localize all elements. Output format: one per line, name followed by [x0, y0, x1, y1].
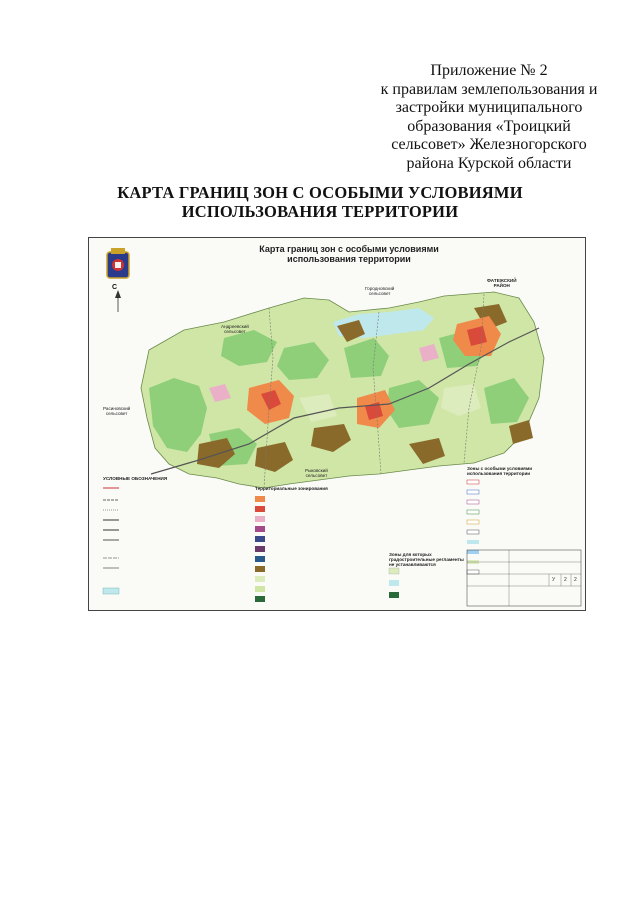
neighbor-label-rasinovsky: Расиновский сельсовет: [103, 406, 131, 417]
legend-title-zones: Зоны для которых градостроительные регламенты не устанавливаются: [389, 552, 464, 567]
neighbor-label-rykovsky: Рыковский сельсовет: [305, 468, 328, 479]
page-title-line1: КАРТА ГРАНИЦ ЗОН С ОСОБЫМИ УСЛОВИЯМИ: [117, 183, 523, 202]
appendix-line: сельсовет» Железногорского: [391, 136, 587, 153]
map-title-line1: Карта границ зон с особыми условиями: [259, 244, 439, 254]
page-title: [40, 183, 600, 221]
stamp-sheet-count: 2: [574, 577, 577, 583]
map-title-line2: использования территории: [287, 254, 411, 264]
compass-letter: С: [112, 284, 118, 291]
appendix-line: Приложение № 2: [430, 62, 548, 79]
legend-title-territorial: Территориальные зонирования: [255, 486, 328, 491]
page-title-line2: ИСПОЛЬЗОВАНИЯ ТЕРРИТОРИИ: [181, 202, 459, 221]
appendix-line: к правилам землепользования и: [380, 80, 598, 98]
coat-of-arms-icon: [107, 248, 129, 278]
stamp-sheet-number: 2: [564, 577, 567, 583]
legend-title-conventions: УСЛОВНЫЕ ОБОЗНАЧЕНИЯ: [103, 476, 168, 481]
stamp-sheet-label: У: [552, 577, 556, 583]
map-sheet: [88, 237, 586, 611]
north-arrow-icon: [115, 290, 121, 312]
neighbor-label-fatezhsky: ФАТЕЖСКИЙ РАЙОН: [487, 278, 517, 289]
appendix-line: образования «Троицкий: [407, 117, 571, 135]
neighbor-label-andreevsky: Андреевский сельсовет: [221, 324, 249, 335]
appendix-note: [360, 62, 618, 173]
legend-graphics: [103, 480, 581, 606]
map-drawing: [89, 238, 585, 610]
appendix-line: района Курской области: [406, 154, 572, 172]
neighbor-label-gorodnovsky: Городновский сельсовет: [365, 286, 395, 297]
legend-title-special: Зоны с особыми условиями использования территории: [467, 466, 533, 476]
map-title: [239, 244, 459, 264]
appendix-line: застройки муниципального: [395, 99, 583, 116]
territory-map: [141, 292, 544, 488]
